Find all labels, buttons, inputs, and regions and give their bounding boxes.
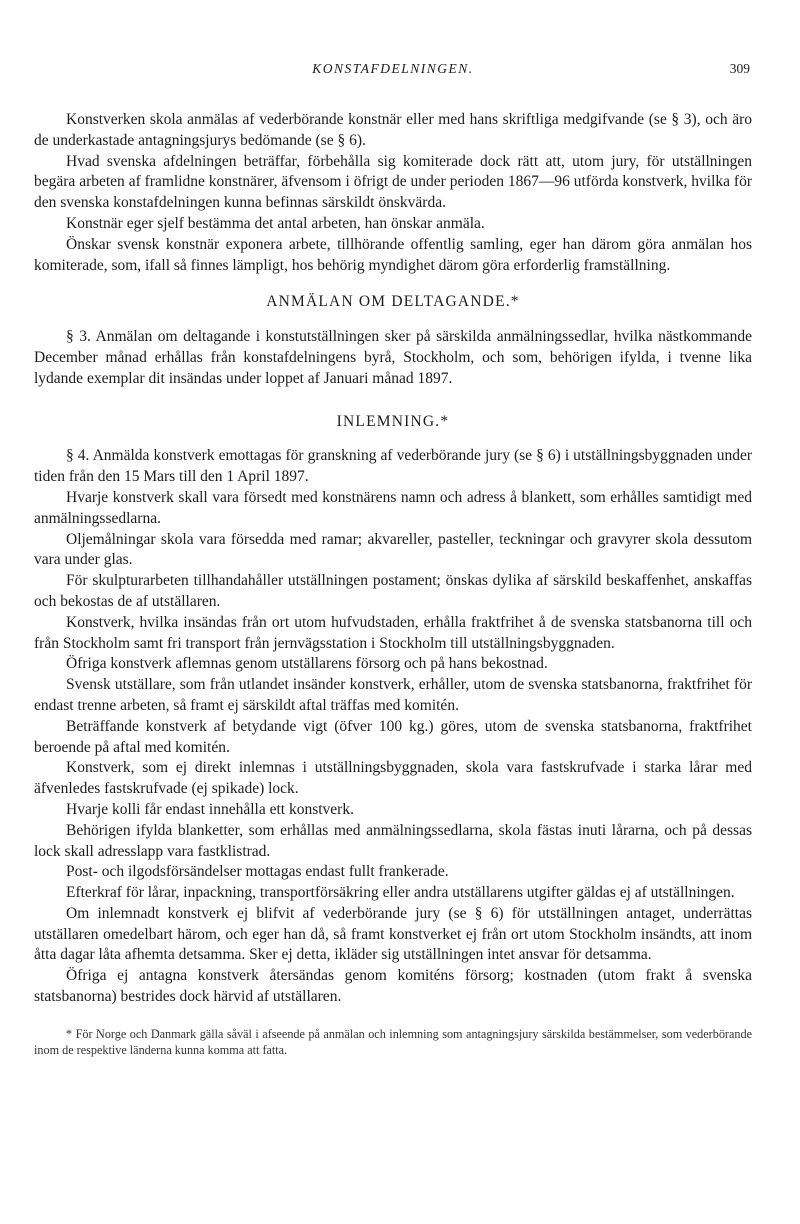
paragraph: Efterkraf för lårar, inpackning, transportförsäkring eller andra utställarens utgifter gäldas ej af utställningen. bbox=[66, 884, 735, 902]
section-heading-inlemning: INLEMNING.* bbox=[336, 412, 450, 430]
paragraph: Konstnär eger sjelf bestämma det antal arbeten, han önskar anmäla. bbox=[66, 214, 485, 232]
paragraph: Svensk utställare, som från utlandet insänder konstverk, erhåller, utom de svenska statsbanorna, fraktfrihet för endast trenne arbeten, så framt ej särskildt aftal träffas med komitén. bbox=[34, 676, 752, 714]
page-number: 309 bbox=[729, 61, 750, 76]
paragraph: Konstverk, som ej direkt inlemnas i utställningsbyggnaden, skola vara fastskrufvade i starka lårar med äfvenledes fastskrufvade (ej spikade) lock. bbox=[34, 759, 752, 798]
paragraph: Öfriga konstverk aflemnas genom utställarens försorg och på hans bekostnad. bbox=[66, 655, 548, 673]
running-head bbox=[34, 61, 752, 81]
paragraph: Hvarje konstverk skall vara försedt med konstnärens namn och adress å blankett, som erhålles samtidigt med anmälningssedlarna. bbox=[34, 488, 752, 527]
paragraph: För skulpturarbeten tillhandahåller utställningen postament; önskas dylika af särskild beskaffenhet, anskaffas och bekostas de af utställaren. bbox=[34, 572, 752, 610]
paragraph: § 4. Anmälda konstverk emottagas för granskning af vederbörande jury (se § 6) i utställningsbyggnaden under tiden från den 15 Mars till den 1 April 1897. bbox=[34, 447, 752, 486]
running-title: KONSTAFDELNINGEN. bbox=[312, 61, 474, 76]
paragraph: Konstverk, hvilka insändas från ort utom hufvudstaden, erhålla fraktfrihet å de svenska statsbanorna till och från Stockholm samt fri transport från jernvägsstation i Stockholm till utställningsbyggnaden. bbox=[34, 613, 752, 652]
section-heading-anmalan: ANMÄLAN OM DELTAGANDE.* bbox=[266, 293, 520, 311]
paragraph: Konstverken skola anmälas af vederbörande konstnär eller med hans skriftliga medgifvande (se § 3), och äro de underkastade antagningsjurys bedömande (se § 6). bbox=[34, 111, 752, 149]
paragraph: Post- och ilgodsförsändelser mottagas endast fullt frankerade. bbox=[66, 863, 449, 881]
paragraph: Behörigen ifylda blanketter, som erhållas med anmälningssedlarna, skola fästas inuti lårarna, och på dessas lock skall adresslapp vara fastklistrad. bbox=[34, 821, 752, 860]
paragraph: Önskar svensk konstnär exponera arbete, tillhörande offentlig samling, eger han därom göra anmälan hos komiterade, som, ifall så finnes lämpligt, hos behörig myndighet därom göra erforderlig framställning. bbox=[34, 235, 752, 274]
paragraph: Hvarje kolli får endast innehålla ett konstverk. bbox=[66, 800, 354, 818]
paragraph: Öfriga ej antagna konstverk återsändas genom komiténs försorg; kostnaden (utom frakt å svenska statsbanorna) bestrides dock härvid af utställaren. bbox=[34, 967, 752, 1006]
footnote bbox=[34, 1026, 752, 1058]
paragraph: Hvad svenska afdelningen beträffar, förbehålla sig komiterade dock rätt att, utom jury, för utställningen begära arbeten af framlidne konstnärer, äfvensom i öfrigt de under perioden 1867—96 utförda konstverk, hvilka för den svenska konstafdelningen kunna befinnas särskildt önskvärda. bbox=[34, 152, 752, 212]
paragraph: § 3. Anmälan om deltagande i konstutställningen sker på särskilda anmälningssedlar, hvilka nästkommande December månad erhållas från konstafdelningens byrå, Stockholm, och som, behörigen ifylda, i tvenne lika lydande exemplar dit insändas under loppet af Januari månad 1897. bbox=[34, 328, 752, 387]
paragraph: Oljemålningar skola vara försedda med ramar; akvareller, pasteller, teckningar och gravyrer skola dessutom vara under glas. bbox=[34, 530, 752, 569]
page-body bbox=[34, 110, 752, 1058]
footnote-text: * För Norge och Danmark gälla såväl i afseende på anmälan och inlemning som antagningsjury särskilda bestämmelser, som vederbörande inom de respektive länderna kunna komma att fatta. bbox=[34, 1026, 752, 1057]
paragraph: Beträffande konstverk af betydande vigt (öfver 100 kg.) göres, utom de svenska statsbanorna, fraktfrihet beroende på aftal med komitén. bbox=[34, 717, 752, 756]
paragraph: Om inlemnadt konstverk ej blifvit af vederbörande jury (se § 6) för utställningen antaget, underrättas utställaren omedelbart härom, och eger han då, så framt konstverket ej från ort utom Stockholm insändts, att inom åtta dagar låta afhemta detsamma. Sker ej detta, ikläder sig utställningen intet ansvar för detsamma. bbox=[34, 904, 752, 964]
